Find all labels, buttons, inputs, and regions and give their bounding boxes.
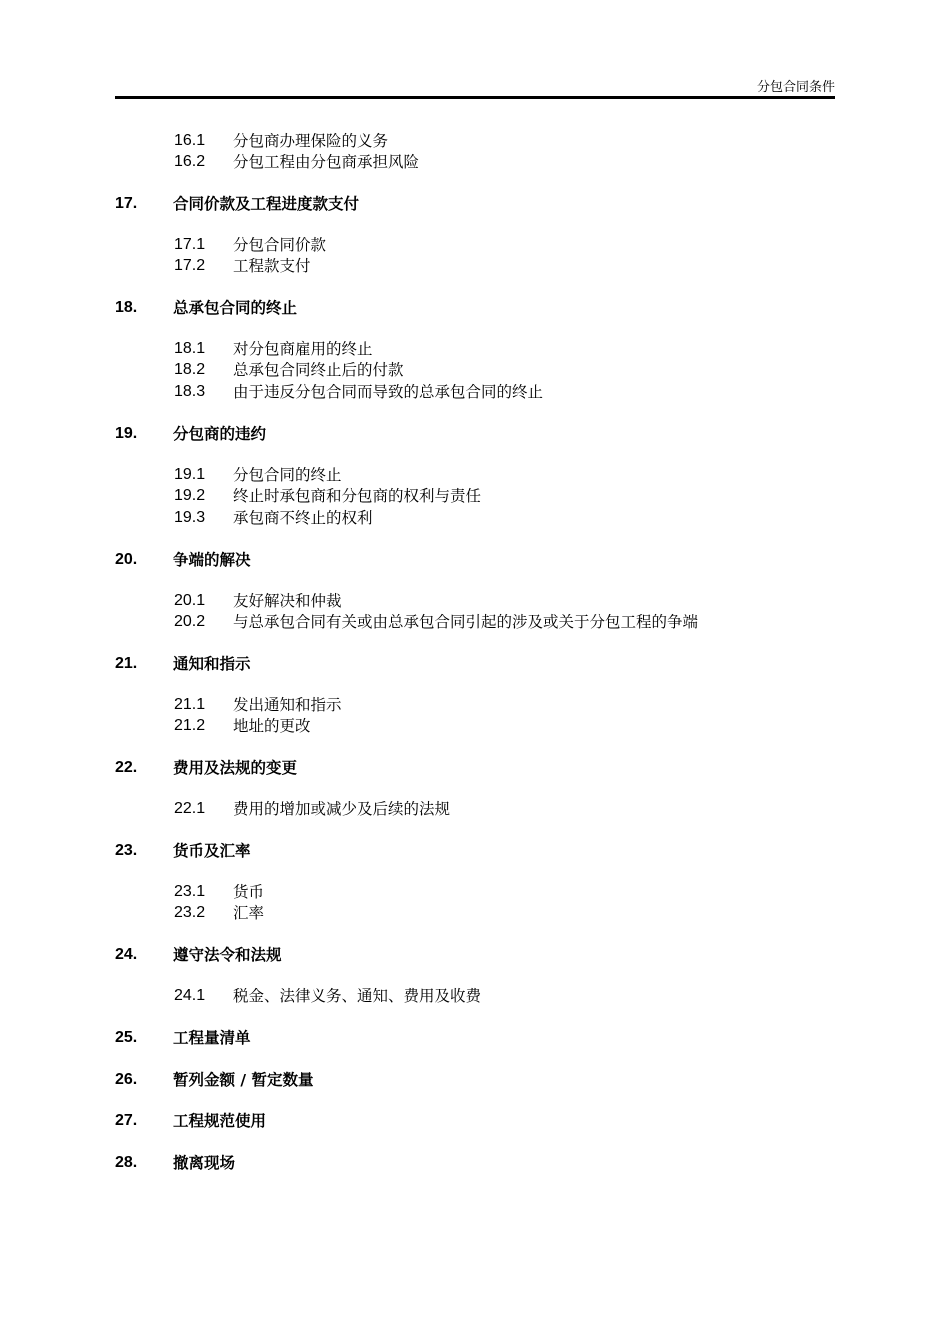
toc-section-number: 17. bbox=[115, 195, 138, 212]
toc-subitem-number: 23.1 bbox=[174, 883, 206, 900]
toc-subitem-text: 与总承包合同有关或由总承包合同引起的涉及或关于分包工程的争端 bbox=[233, 613, 699, 631]
toc-subitem-number: 21.1 bbox=[174, 696, 206, 713]
toc-subitem-text: 税金、法律义务、通知、费用及收费 bbox=[233, 987, 482, 1005]
toc-section-number: 27. bbox=[115, 1112, 138, 1129]
toc-subitem-text: 承包商不终止的权利 bbox=[233, 509, 373, 527]
toc-subitem-number: 24.1 bbox=[174, 987, 206, 1004]
toc-subitem-number: 18.1 bbox=[174, 340, 206, 357]
toc-subitem-text: 发出通知和指示 bbox=[233, 696, 342, 714]
toc-subitem-text: 汇率 bbox=[233, 904, 265, 922]
toc-subitem-number: 16.2 bbox=[174, 153, 206, 170]
toc-subitem-number: 16.1 bbox=[174, 132, 206, 149]
toc-section-number: 20. bbox=[115, 551, 138, 568]
toc-subitem-number: 21.2 bbox=[174, 717, 206, 734]
toc-subitem-text: 分包合同价款 bbox=[233, 236, 327, 254]
toc-section-title: 货币及汇率 bbox=[173, 842, 251, 860]
running-header-title: 分包合同条件 bbox=[756, 80, 835, 95]
toc-section-title: 工程规范使用 bbox=[173, 1112, 267, 1130]
toc-section-number: 24. bbox=[115, 946, 138, 963]
toc-subitem-number: 18.2 bbox=[174, 361, 206, 378]
toc-section-title: 争端的解决 bbox=[173, 551, 251, 569]
toc-subitem-number: 18.3 bbox=[174, 383, 206, 400]
toc-section-number: 26. bbox=[115, 1071, 138, 1088]
toc-section-title: 遵守法令和法规 bbox=[173, 946, 282, 964]
toc-section-title: 暂列金额 / 暂定数量 bbox=[173, 1071, 314, 1089]
toc-subitem-number: 17.1 bbox=[174, 236, 206, 253]
toc-section-number: 22. bbox=[115, 759, 138, 776]
toc-section-title: 通知和指示 bbox=[173, 655, 251, 673]
toc-section-number: 21. bbox=[115, 655, 138, 672]
toc-section-title: 撤离现场 bbox=[173, 1154, 236, 1172]
toc-subitem-text: 货币 bbox=[233, 883, 265, 901]
toc-subitem-text: 费用的增加或减少及后续的法规 bbox=[233, 800, 451, 818]
toc-subitem-number: 20.2 bbox=[174, 613, 206, 630]
toc-section-title: 分包商的违约 bbox=[173, 425, 267, 443]
toc-subitem-text: 分包工程由分包商承担风险 bbox=[233, 153, 420, 171]
toc-subitem-number: 19.3 bbox=[174, 509, 206, 526]
toc-section-title: 总承包合同的终止 bbox=[173, 299, 298, 317]
toc-section-number: 25. bbox=[115, 1029, 138, 1046]
toc-subitem-text: 分包商办理保险的义务 bbox=[233, 132, 389, 150]
toc-subitem-text: 分包合同的终止 bbox=[233, 466, 342, 484]
toc-section-title: 工程量清单 bbox=[173, 1029, 251, 1047]
toc-section-number: 23. bbox=[115, 842, 138, 859]
toc-subitem-text: 友好解决和仲裁 bbox=[233, 592, 342, 610]
toc-subitem-text: 地址的更改 bbox=[233, 717, 311, 735]
toc-subitem-number: 19.1 bbox=[174, 466, 206, 483]
toc-subitem-text: 终止时承包商和分包商的权利与责任 bbox=[233, 487, 482, 505]
toc-subitem-number: 19.2 bbox=[174, 487, 206, 504]
toc-section-title: 合同价款及工程进度款支付 bbox=[173, 195, 360, 213]
toc-subitem-number: 17.2 bbox=[174, 257, 206, 274]
toc-subitem-text: 总承包合同终止后的付款 bbox=[233, 361, 404, 379]
toc-subitem-text: 工程款支付 bbox=[233, 257, 311, 275]
toc-subitem-number: 22.1 bbox=[174, 800, 206, 817]
toc-subitem-number: 23.2 bbox=[174, 904, 206, 921]
toc-subitem-number: 20.1 bbox=[174, 592, 206, 609]
toc-subitem-text: 对分包商雇用的终止 bbox=[233, 340, 373, 358]
toc-section-number: 18. bbox=[115, 299, 138, 316]
toc-subitem-text: 由于违反分包合同而导致的总承包合同的终止 bbox=[233, 383, 544, 401]
toc-section-number: 28. bbox=[115, 1154, 138, 1171]
toc-section-title: 费用及法规的变更 bbox=[173, 759, 298, 777]
toc-section-number: 19. bbox=[115, 425, 138, 442]
